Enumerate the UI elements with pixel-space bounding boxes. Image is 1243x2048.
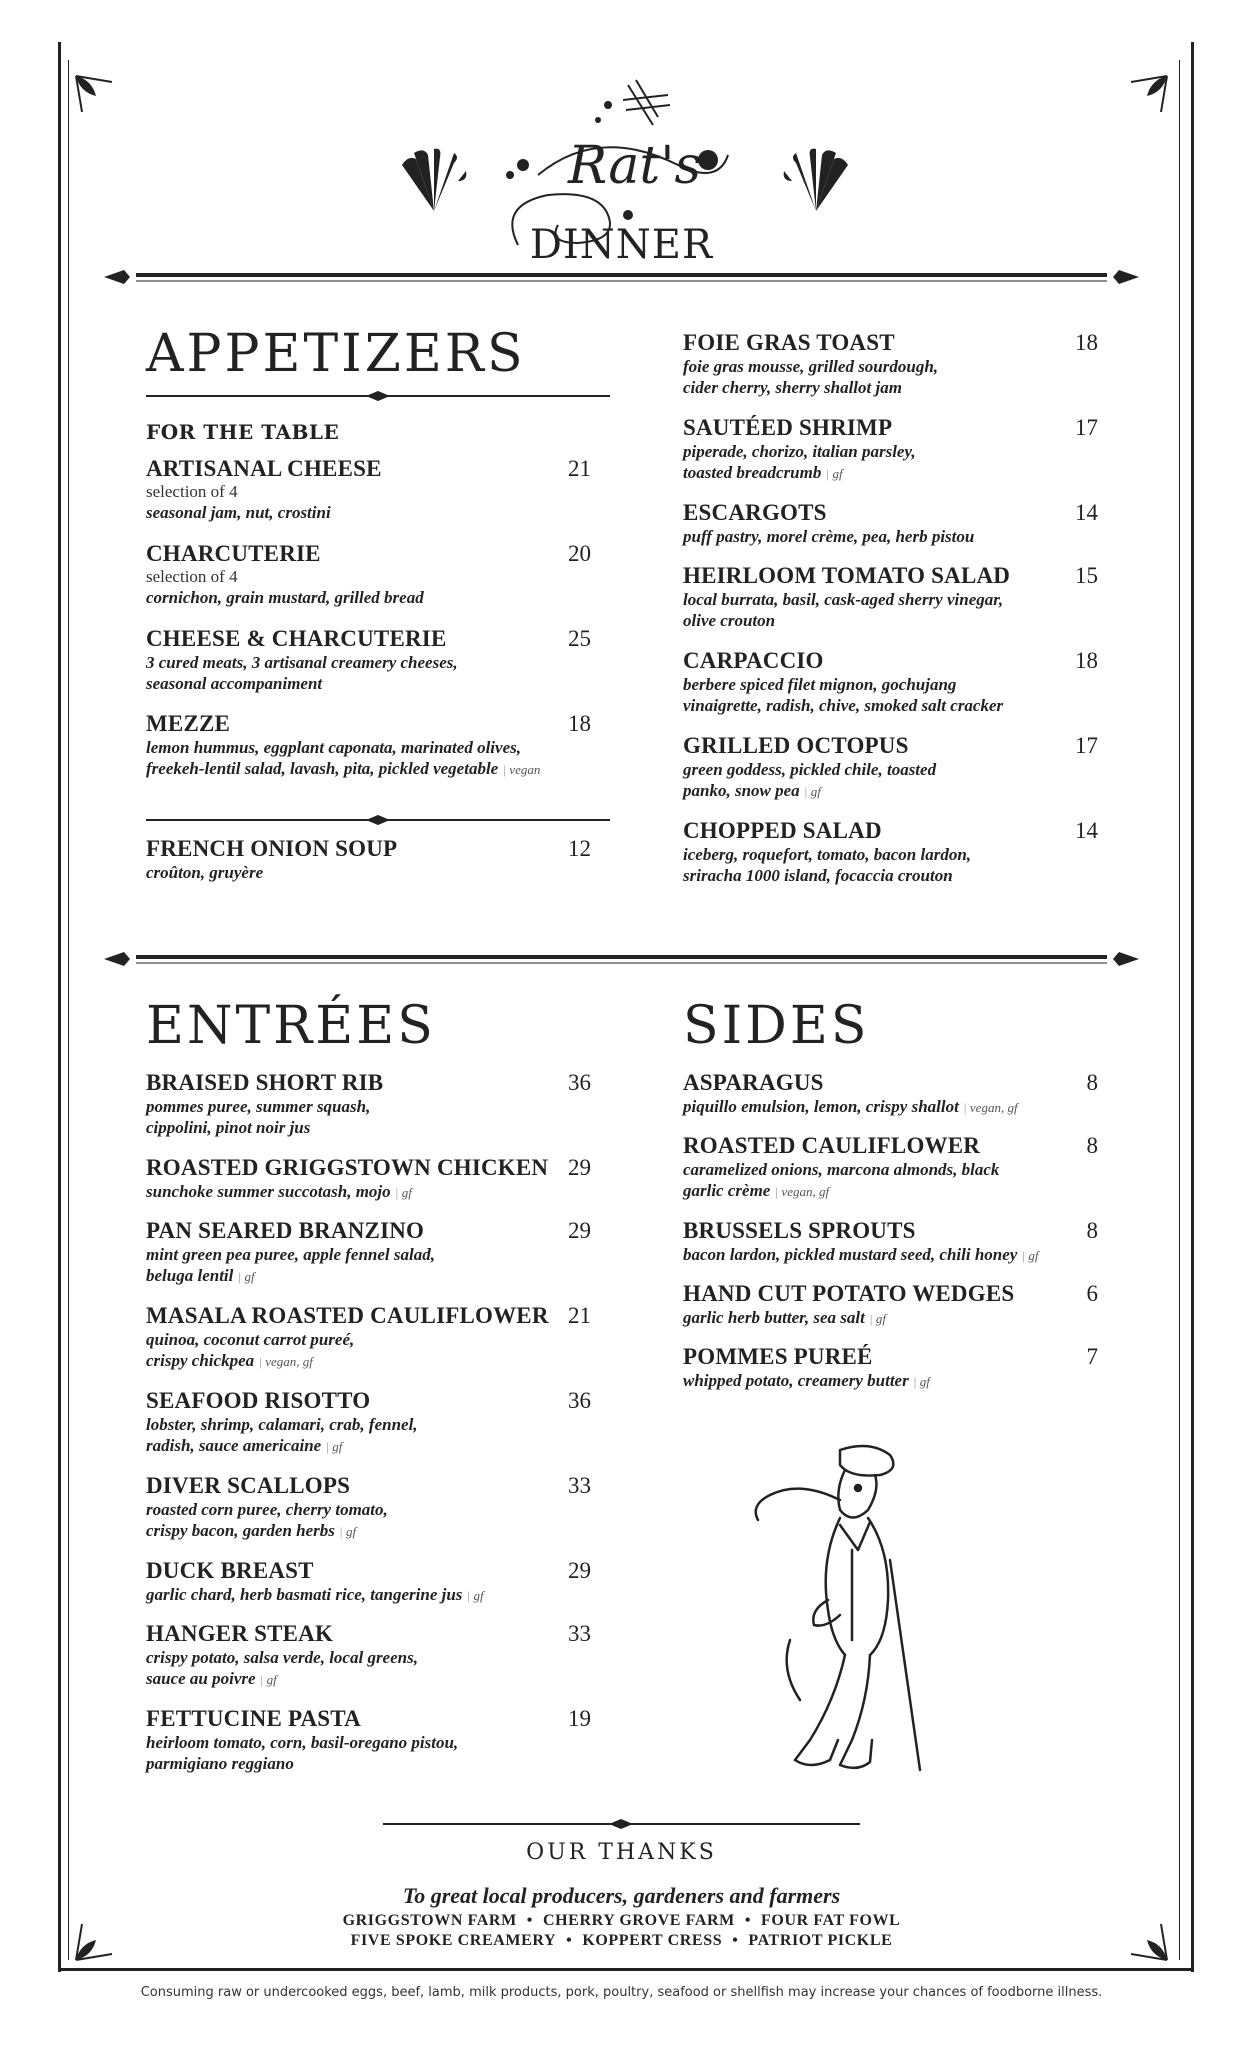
list-item: SEAFOOD RISOTTO 36 lobster, shrimp, calamari, crab, fennel, radish, sauce americaine | gf [146,1388,591,1457]
fan-ornament-icon [780,145,852,213]
soup-divider [146,814,610,826]
menu-border-bottom [58,1968,1194,1971]
list-item: MEZZE 18 lemon hummus, eggplant caponata, marinated olives, freekeh-lentil salad, lavash, pita, pickled vegetable | vegan [146,711,591,780]
section-divider [100,944,1143,974]
list-item: BRAISED SHORT RIB 36 pommes puree, summer squash, cippolini, pinot noir jus [146,1070,591,1137]
list-item: ROASTED GRIGGSTOWN CHICKEN 29 sunchoke summer succotash, mojo | gf [146,1155,591,1203]
list-item: DIVER SCALLOPS 33 roasted corn puree, cherry tomato, crispy bacon, garden herbs | gf [146,1473,591,1542]
corner-flourish-icon [1125,72,1171,118]
menu-title: DINNER [529,222,714,268]
thanks-heading: OUR THANKS [526,1840,717,1865]
list-item: ESCARGOTS 14 puff pastry, morel crème, pea, herb pistou [683,500,1098,546]
farms-row: GRIGGSTOWN FARM • CHERRY GROVE FARM • FOUR FAT FOWL [342,1912,901,1929]
list-item: FETTUCINE PASTA 19 heirloom tomato, corn, basil-oregano pistou, parmigiano reggiano [146,1706,591,1773]
list-item: ASPARAGUS 8 piquillo emulsion, lemon, crispy shallot | vegan, gf [683,1070,1098,1118]
list-item: POMMES PUREÉ 7 whipped potato, creamery butter | gf [683,1344,1098,1392]
thanks-line: To great local producers, gardeners and farmers [402,1883,841,1908]
farms-row: FIVE SPOKE CREAMERY • KOPPERT CRESS • PATRIOT PICKLE [350,1932,893,1949]
rat-gentleman-illustration [740,1440,930,1780]
fan-ornament-icon [398,145,470,213]
corner-flourish-icon [72,72,118,118]
for-the-table-label: FOR THE TABLE [146,420,340,444]
food-safety-disclaimer: Consuming raw or undercooked eggs, beef, lamb, milk products, pork, poultry, seafood or shellfish may increase your chances of foodborne illness. [140,1985,1103,2000]
list-item: MASALA ROASTED CAULIFLOWER 21 quinoa, coconut carrot pureé, crispy chickpea | vegan, gf [146,1303,591,1372]
section-divider [100,262,1143,292]
list-item: PAN SEARED BRANZINO 29 mint green pea puree, apple fennel salad, beluga lentil | gf [146,1218,591,1287]
sides-heading: SIDES [683,996,870,1056]
appetizers-heading: APPETIZERS [146,324,526,384]
list-item: HAND CUT POTATO WEDGES 6 garlic herb butter, sea salt | gf [683,1281,1098,1329]
list-item: SAUTÉED SHRIMP 17 piperade, chorizo, italian parsley, toasted breadcrumb | gf [683,415,1098,484]
list-item: BRUSSELS SPROUTS 8 bacon lardon, pickled mustard seed, chili honey | gf [683,1218,1098,1266]
list-item: HEIRLOOM TOMATO SALAD 15 local burrata, basil, cask-aged sherry vinegar, olive crouton [683,563,1098,630]
list-item: GRILLED OCTOPUS 17 green goddess, pickled chile, toasted panko, snow pea | gf [683,733,1098,802]
list-item: CHOPPED SALAD 14 iceberg, roquefort, tomato, bacon lardon, sriracha 1000 island, focaccia crouton [683,818,1098,885]
list-item: CHARCUTERIE 20 selection of 4 cornichon, grain mustard, grilled bread [146,541,591,607]
list-item: FOIE GRAS TOAST 18 foie gras mousse, grilled sourdough, cider cherry, sherry shallot jam [683,330,1098,397]
thanks-divider [383,1818,860,1830]
logo-wordmark: Rat's [568,136,702,196]
entrees-heading: ENTRÉES [146,996,436,1056]
list-item: CARPACCIO 18 berbere spiced filet mignon, gochujang vinaigrette, radish, chive, smoked salt cracker [683,648,1098,715]
list-item: FRENCH ONION SOUP 12 croûton, gruyère [146,836,591,882]
list-item: ROASTED CAULIFLOWER 8 caramelized onions, marcona almonds, black garlic crème | vegan, gf [683,1133,1098,1202]
list-item: CHEESE & CHARCUTERIE 25 3 cured meats, 3 artisanal creamery cheeses, seasonal accompaniment [146,626,591,693]
list-item: ARTISANAL CHEESE 21 selection of 4 seasonal jam, nut, crostini [146,456,591,522]
list-item: DUCK BREAST 29 garlic chard, herb basmati rice, tangerine jus | gf [146,1558,591,1606]
list-item: HANGER STEAK 33 crispy potato, salsa verde, local greens, sauce au poivre | gf [146,1621,591,1690]
appetizers-underline [146,390,610,402]
